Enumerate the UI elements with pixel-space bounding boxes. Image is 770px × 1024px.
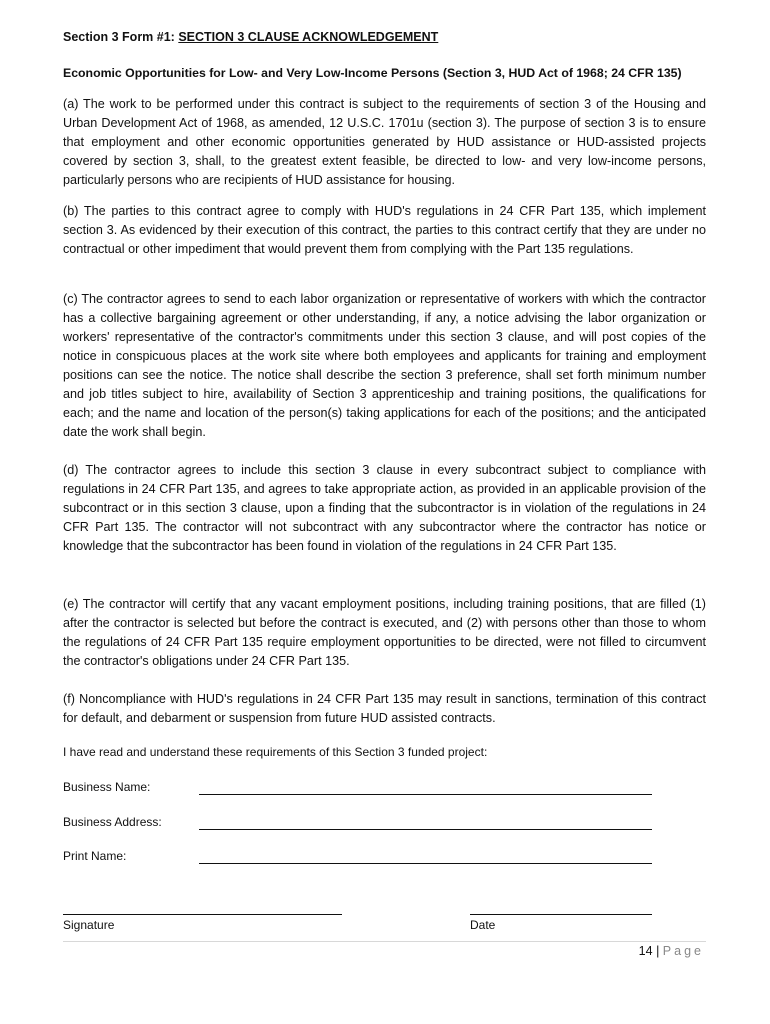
page-separator: | bbox=[656, 944, 660, 958]
business-address-label: Business Address: bbox=[63, 815, 162, 829]
date-label: Date bbox=[470, 918, 496, 932]
date-field[interactable] bbox=[470, 914, 652, 915]
clause-e: (e) The contractor will certify that any vacant employment positions, including training positions, that are filled (1) after the contractor is selected but before the contract is executed, and (2) with persons other than those to whom the regulations of 24 CFR Part 135 require employment opportunities to be directed, were not filled to circumvent the contractor's obligations under 24 CFR Part 135. bbox=[63, 597, 706, 668]
business-name-label: Business Name: bbox=[63, 780, 151, 794]
clause-d: (d) The contractor agrees to include this section 3 clause in every subcontract subject to compliance with regulations in 24 CFR Part 135, and agrees to take appropriate action, as provided in an applicable provision of the subcontract or in this section 3 clause, upon a finding that the subcontractor is in violation of the regulations in 24 CFR Part 135. The contractor will not subcontract with any subcontractor where the contractor has notice or knowledge that the subcontractor has been found in violation of the regulations in 24 CFR Part 135. bbox=[63, 463, 706, 553]
page-word: Page bbox=[662, 944, 704, 958]
footer-divider bbox=[63, 941, 706, 942]
print-name-label: Print Name: bbox=[63, 849, 127, 863]
business-name-field[interactable] bbox=[199, 794, 652, 795]
form-title bbox=[63, 30, 438, 44]
form-title-text: SECTION 3 CLAUSE ACKNOWLEDGEMENT bbox=[178, 30, 439, 44]
clause-c: (c) The contractor agrees to send to each labor organization or representative of workers with which the contractor has a collective bargaining agreement or other understanding, if any, a notice advising the labor organization or workers' representative of the contractor's commitments under this section 3 clause, and will post copies of the notice in conspicuous places at the work site where both employees and applicants for training and employment positions can see the notice. The notice shall describe the section 3 preference, shall set forth minimum number and job titles subject to hire, availability of Section 3 apprenticeship and training positions, the qualifications for each; and the name and location of the person(s) taking applications for each of the positions; and the anticipated date the work shall begin. bbox=[63, 292, 706, 439]
acknowledgement-text: I have read and understand these requirements of this Section 3 funded project: bbox=[63, 745, 488, 759]
clause-a: (a) The work to be performed under this contract is subject to the requirements of section 3 of the Housing and Urban Development Act of 1968, as amended, 12 U.S.C. 1701u (section 3). The purpose of section 3 is to ensure that employment and other economic opportunities generated by HUD assistance or HUD-assisted projects covered by section 3, shall, to the greatest extent feasible, be directed to low- and very low-income persons, particularly persons who are recipients of HUD assistance for housing. bbox=[63, 97, 706, 187]
clause-b: (b) The parties to this contract agree to comply with HUD's regulations in 24 CFR Part 135, which implement section 3. As evidenced by their execution of this contract, the parties to this contract certify that they are under no contractual or other impediment that would prevent them from complying with the Part 135 regulations. bbox=[63, 204, 706, 256]
signature-label: Signature bbox=[63, 918, 115, 932]
clause-f: (f) Noncompliance with HUD's regulations in 24 CFR Part 135 may result in sanctions, termination of this contract for default, and debarment or suspension from future HUD assisted contracts. bbox=[63, 692, 706, 725]
form-subtitle: Economic Opportunities for Low- and Very Low-Income Persons (Section 3, HUD Act of 1968; 24 CFR 135) bbox=[63, 66, 682, 80]
signature-field[interactable] bbox=[63, 914, 342, 915]
page-number bbox=[639, 944, 704, 958]
business-address-field[interactable] bbox=[199, 829, 652, 830]
print-name-field[interactable] bbox=[199, 863, 652, 864]
page-number-value: 14 bbox=[638, 944, 653, 958]
form-label: Section 3 Form #1: bbox=[63, 30, 175, 44]
